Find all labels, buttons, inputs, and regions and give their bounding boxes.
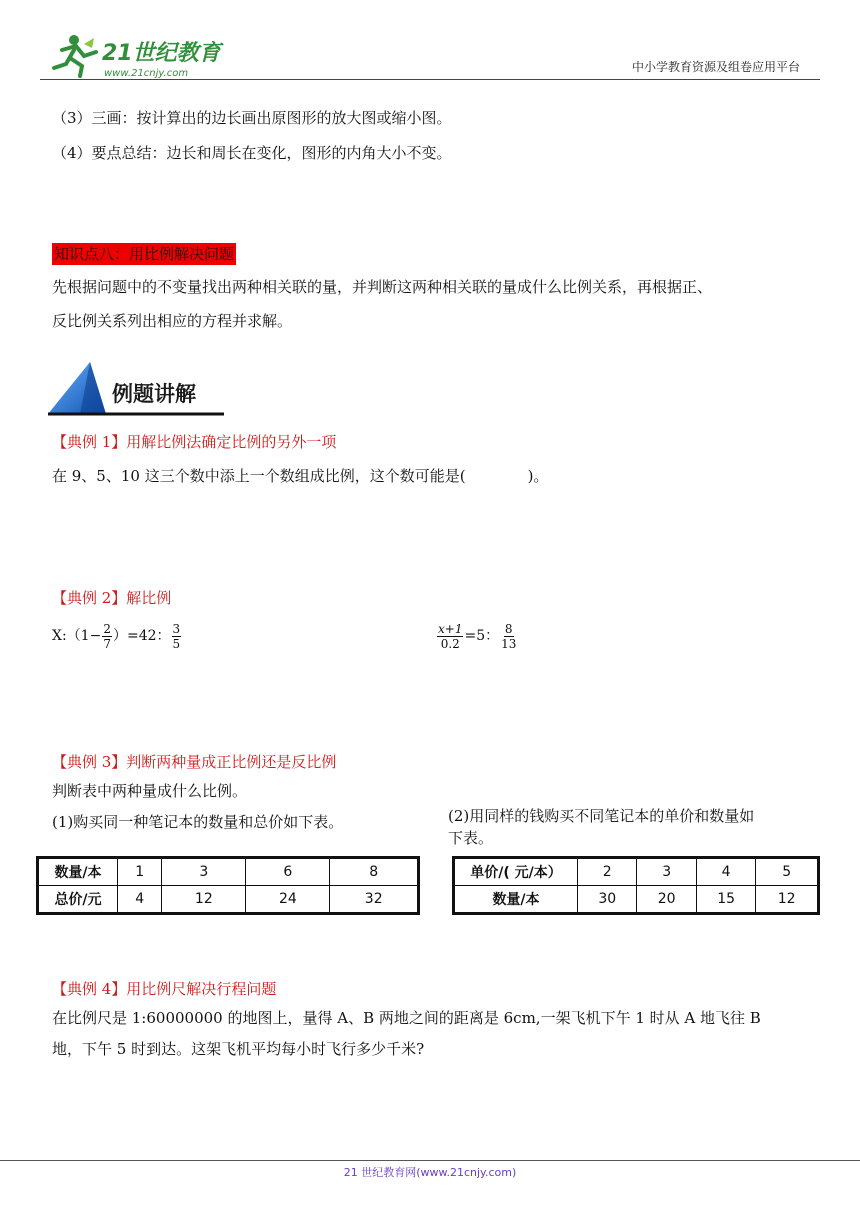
example-3-part-2-line-1: (2)用同样的钱购买不同笔记本的单价和数量如 <box>448 807 755 825</box>
logo <box>44 30 234 82</box>
knowledge-point-8-title: 知识点八：用比例解决问题 <box>54 245 235 263</box>
header-platform-name: 中小学教育资源及组卷应用平台 <box>631 60 800 74</box>
eq1-left: X:（1− <box>52 628 102 644</box>
eq2-fraction-1-den: 0.2 <box>440 636 460 651</box>
table-cell: 6 <box>246 858 330 886</box>
step-3-text: （3）三画：按计算出的边长画出原图形的放大图或缩小图。 <box>52 109 452 127</box>
table-cell: 32 <box>330 886 419 914</box>
example-3-intro: 判断表中两种量成什么比例。 <box>52 782 248 800</box>
table-cell: 24 <box>246 886 330 914</box>
eq1-fraction-2-num: 3 <box>172 621 181 636</box>
unit-price-quantity-table <box>452 856 820 915</box>
example-4-heading: 【典例 4】用比例尺解决行程问题 <box>52 980 277 998</box>
eq1-fraction-2-den: 5 <box>172 636 181 651</box>
example-4-line-2: 地，下午 5 时到达。这架飞机平均每小时飞行多少千米? <box>52 1040 425 1058</box>
table-cell: 4 <box>696 858 755 886</box>
example-2-equation-2 <box>436 618 518 654</box>
footer-link[interactable]: 21 世纪教育网(www.21cnjy.com) <box>343 1166 517 1179</box>
example-1-question <box>52 466 548 486</box>
logo-main-text: 21世纪教育 <box>102 41 221 66</box>
table-cell: 3 <box>162 858 246 886</box>
example-2-heading: 【典例 2】解比例 <box>52 589 172 607</box>
header-divider <box>40 79 820 80</box>
table-row <box>38 858 419 886</box>
table-row-label: 数量/本 <box>38 858 118 886</box>
eq1-middle: ）=42： <box>112 628 171 644</box>
eq2-fraction-2-num: 8 <box>504 621 513 636</box>
eq1-fraction-2 <box>172 622 182 651</box>
table-cell: 30 <box>578 886 637 914</box>
eq2-fraction-1 <box>437 622 463 651</box>
knowledge-point-8-line-1: 先根据问题中的不变量找出两种相关联的量，并判断这两种相关联的量成什么比例关系，再根据正、 <box>52 278 713 296</box>
table-cell: 15 <box>696 886 755 914</box>
table-cell: 12 <box>162 886 246 914</box>
quantity-total-price-table <box>36 856 420 915</box>
example-3-part-1: (1)购买同一种笔记本的数量和总价如下表。 <box>52 813 344 831</box>
example-1-heading: 【典例 1】用解比例法确定比例的另外一项 <box>52 433 337 451</box>
table-cell: 8 <box>330 858 419 886</box>
knowledge-point-8-line-2: 反比例关系列出相应的方程并求解。 <box>52 312 293 330</box>
example-2-equation-1 <box>52 618 182 654</box>
example-1-question-end: )。 <box>527 467 549 485</box>
table-cell: 2 <box>578 858 637 886</box>
table-row-label: 数量/本 <box>454 886 578 914</box>
table-cell: 5 <box>756 858 819 886</box>
table-cell: 20 <box>637 886 696 914</box>
eq1-fraction-1 <box>102 622 112 651</box>
runner-icon <box>54 35 96 76</box>
example-1-question-text: 在 9、5、10 这三个数中添上一个数组成比例，这个数可能是( <box>52 467 466 485</box>
table-cell: 4 <box>118 886 162 914</box>
table-cell: 3 <box>637 858 696 886</box>
table-cell: 1 <box>118 858 162 886</box>
example-4-line-1: 在比例尺是 1:60000000 的地图上，量得 A、B 两地之间的距离是 6cm,一架飞机下午 1 时从 A 地飞往 B <box>52 1009 761 1027</box>
step-4-text: （4）要点总结：边长和周长在变化，图形的内角大小不变。 <box>52 144 452 162</box>
section-title: 例题讲解 <box>112 382 196 406</box>
eq1-fraction-1-num: 2 <box>103 621 111 636</box>
table-row <box>38 886 419 914</box>
logo-url-text: www.21cnjy.com <box>104 68 189 79</box>
table-row-label: 单价/( 元/本） <box>454 858 578 886</box>
table-row <box>454 886 819 914</box>
eq2-fraction-1-num: x+1 <box>438 621 463 636</box>
table-row-label: 总价/元 <box>38 886 118 914</box>
eq2-fraction-2 <box>500 622 517 651</box>
footer-divider <box>0 1160 860 1161</box>
table-row <box>454 858 819 886</box>
eq2-fraction-2-den: 13 <box>501 636 517 651</box>
example-3-heading: 【典例 3】判断两种量成正比例还是反比例 <box>52 753 337 771</box>
table-cell: 12 <box>756 886 819 914</box>
eq1-fraction-1-den: 7 <box>103 636 111 651</box>
example-3-part-2-line-2: 下表。 <box>448 829 494 847</box>
eq2-middle: =5： <box>464 628 500 644</box>
